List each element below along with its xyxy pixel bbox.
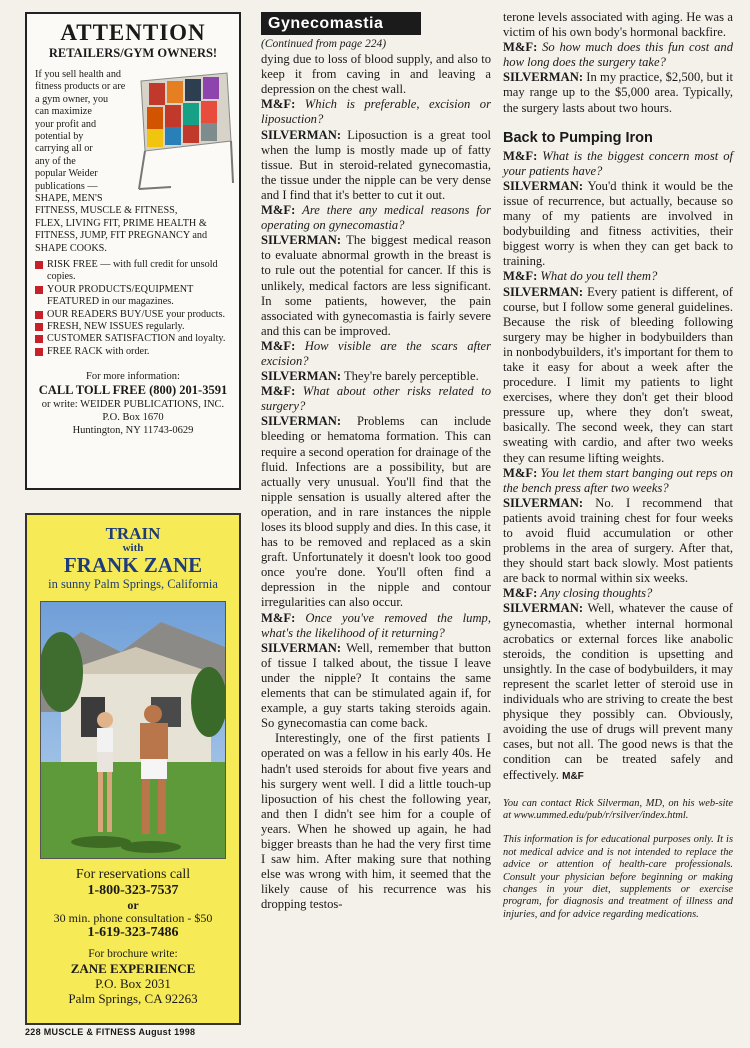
zane-consult: 30 min. phone consultation - $50 xyxy=(53,911,213,925)
bullet-square-icon xyxy=(35,348,43,356)
ad-intro-line: a gym owner, you xyxy=(35,93,109,105)
ad-toll-free: CALL TOLL FREE (800) 201-3591 xyxy=(38,383,228,398)
bullet-square-icon xyxy=(35,311,43,319)
ad-city: Huntington, NY 11743-0629 xyxy=(72,425,194,437)
ad-intro-line: popular Weider xyxy=(35,168,98,180)
ad-intro-line: can maximize xyxy=(35,106,92,118)
weider-retailer-ad xyxy=(25,12,241,490)
zane-reservations: For reservations call xyxy=(75,867,191,882)
qa-answer: SILVERMAN: In my practice, $2,500, but it may range up to the $5,000 area. Typically, the surgery lasts about two hours. xyxy=(503,70,733,115)
zane-place: in sunny Palm Springs, California xyxy=(48,577,218,591)
qa-answer: SILVERMAN: They're barely perceptible. xyxy=(261,369,479,384)
ad-write-address: or write: WEIDER PUBLICATIONS, INC. xyxy=(41,399,225,411)
zane-city: Palm Springs, CA 92263 xyxy=(68,991,198,1006)
ad-intro-line: SHAPE, MEN'S xyxy=(35,193,103,205)
continued-note: (Continued from page 224) xyxy=(261,38,387,50)
qa-question: M&F: What about other risks related to surgery? xyxy=(261,384,491,414)
ad-contact-block xyxy=(35,370,231,437)
qa-answer: SILVERMAN: Liposuction is a great tool when the lump is mostly made up of fatty tissue. But in steroid-related gynecomastia, the tissue under the nipple can be very dense and I find that it's better to cut it out. xyxy=(261,127,491,202)
frank-zane-ad xyxy=(25,513,241,1025)
disclaimer-note: This information is for educational purposes only. It is not medical advice and is not intended to replace the advice or attention of health-care professionals. Consult your physician before beginning or making changes in your diet, supplements or exercise program, for diagnosis and treatment of illness and injuries, and for advice regarding medications. xyxy=(503,834,733,920)
zane-train: TRAIN xyxy=(105,524,161,543)
article-paragraph: terone levels associated with aging. He was a victim of his own body's hormonal backfire. xyxy=(503,10,733,40)
qa-answer: SILVERMAN: Well, remember that button of tissue I talked about, the tissue I leave under the nipple? It contains the same elements that can be stimulated again if, for example, a guy starts taking steroids again. So gynecomastia can come back. xyxy=(261,640,491,731)
qa-question: M&F: What is the biggest concern most of your patients have? xyxy=(503,148,733,178)
article-paragraph: Interestingly, one of the first patients I operated on was a fellow in his early 40s. He hadn't used steroids for about five years and his surgery went well. I did a little touch-up liposuction of his chest the following year, and then I didn't see him for a couple of years. When he showed up again, he had bigger breasts than he had the very first time I saw him. After making sure that nothing else was wrong with him, it seemed that the likely cause of his recurrence was his dropping testos- xyxy=(261,731,491,912)
ad-benefit-item: CUSTOMER SATISFACTION and loyalty. xyxy=(35,333,231,345)
ad-pobox: P.O. Box 1670 xyxy=(102,412,164,424)
ad-intro-line: carrying all or xyxy=(35,143,93,155)
ad-intro xyxy=(35,69,231,254)
ad-intro-line: SHAPE COOKS. xyxy=(35,242,107,254)
zane-brochure: For brochure write: xyxy=(88,948,178,960)
qa-question: M&F: So how much does this fun cost and how long does the surgery take? xyxy=(503,40,733,70)
qa-answer: SILVERMAN: Well, whatever the cause of gynecomastia, whether internal hormonal acrobatics or external forces like anabolic steroids, the condition is upsetting and unsightly. In the case of bodybuilders, it may represent the scarlet letter of steroid use in individuals who are striving to create the best physique they possibly can. Obviously, avoiding the use of drugs will prevent many cases, but not all. The good news is that the condition can be treated safely and effectively. M&F xyxy=(503,601,734,782)
ad-benefit-item: FRESH, NEW ISSUES regularly. xyxy=(35,321,231,333)
bullet-square-icon xyxy=(35,335,43,343)
bullet-square-icon xyxy=(35,286,43,294)
article-column-1 xyxy=(261,12,491,912)
qa-question: M&F: Which is preferable, excision or liposuction? xyxy=(261,97,491,127)
zane-pobox: P.O. Box 2031 xyxy=(95,976,171,991)
ad-benefit-item: YOUR PRODUCTS/EQUIPMENT FEATURED in our magazines. xyxy=(35,284,231,309)
ad-intro-line: your profit and xyxy=(35,118,97,130)
ad-intro-line: FLEX, LIVING FIT, PRIME HEALTH & xyxy=(35,217,207,229)
ad-intro-line: If you sell health and xyxy=(35,69,122,80)
qa-answer: SILVERMAN: No. I recommend that patients avoid training chest for four weeks to avoid fluid accumulation or other problems in the area of surgery. After that, they should start back slowly. Most patients are back to normal within six weeks. xyxy=(503,495,733,586)
ad-intro-line: FITNESS, MUSCLE & FITNESS, xyxy=(35,205,178,217)
end-signoff: M&F xyxy=(562,770,584,782)
article-column-2 xyxy=(503,10,733,921)
zane-or: or xyxy=(127,898,139,912)
qa-question: M&F: Once you've removed the lump, what's the likelihood of it returning? xyxy=(261,610,491,640)
ad-benefit-list xyxy=(35,259,231,358)
qa-question: M&F: You let them start banging out reps on the bench press after two weeks? xyxy=(503,465,733,495)
page-folio: 228 MUSCLE & FITNESS August 1998 xyxy=(25,1027,196,1037)
section-subhead: Back to Pumping Iron xyxy=(503,129,653,146)
zane-company: ZANE EXPERIENCE xyxy=(70,961,196,976)
ad-benefit-item: RISK FREE — with full credit for unsold copies. xyxy=(35,259,231,284)
qa-question: M&F: Any closing thoughts? xyxy=(503,586,653,601)
zane-name: FRANK ZANE xyxy=(63,553,203,577)
magazine-rack-image xyxy=(131,71,235,193)
zane-phone2: 1-619-323-7486 xyxy=(87,925,179,940)
qa-question: M&F: Are there any medical reasons for operating on gynecomastia? xyxy=(261,203,491,233)
qa-answer: SILVERMAN: You'd think it would be the issue of recurrence, but actually, because so many of my patients are involved in bodybuilding and fitness activities, their biggest worry is when they can get back to training. xyxy=(503,178,733,269)
contact-note: You can contact Rick Silverman, MD, on his web-site at www.ummed.edu/pub/r/rsilver/index.html. xyxy=(503,797,733,821)
ad-intro-line: FITNESS, JUMP, FIT PREGNANCY and xyxy=(35,230,208,242)
zane-phone1: 1-800-323-7537 xyxy=(87,883,179,898)
zane-with: with xyxy=(122,542,144,554)
ad-subheading: RETAILERS/GYM OWNERS! xyxy=(48,46,218,60)
ad-benefit-item: OUR READERS BUY/USE your products. xyxy=(35,309,231,321)
ad-benefit-item: FREE RACK with order. xyxy=(35,346,231,358)
qa-answer: SILVERMAN: The biggest medical reason to evaluate abnormal growth in the breast is to rule out the potential for cancer. If this is unlikely, medical factors are less significant. In some patients, however, the pain associated with gynecomastia is fairly severe and this can be improved. xyxy=(261,233,491,338)
qa-answer: SILVERMAN: Problems can include bleeding or hematoma formation. This can require a second operation for drainage of the fluid. Infections are a possibility, but are actually very unusual. You'll find that the nipple sensation is usually altered after the operation, and in rare instances the nipple loses its blood supply and dies. In this case, it has to be removed and replaced as a skin graft. Unfortunately it doesn't look too good once you're done. You'll often find a depression in the nipple and contour irregularities can also occur. xyxy=(261,414,491,610)
ad-intro-line: any of the xyxy=(35,155,76,167)
ad-more-info: For more information: xyxy=(86,371,180,383)
ad-intro-line: publications — xyxy=(35,180,98,192)
bullet-square-icon xyxy=(35,261,43,269)
article-title: Gynecomastia xyxy=(261,12,421,35)
bullet-square-icon xyxy=(35,323,43,331)
ad-intro-line: fitness products or are xyxy=(35,81,126,93)
qa-question: M&F: What do you tell them? xyxy=(503,269,658,284)
ad-intro-line: potential by xyxy=(35,131,84,143)
qa-question: M&F: How visible are the scars after excision? xyxy=(261,338,491,368)
ad-heading: ATTENTION xyxy=(60,20,206,45)
article-paragraph: dying due to loss of blood supply, and also to keep it from caving in and leaving a depression on the chest wall. xyxy=(261,52,491,97)
qa-answer: SILVERMAN: Every patient is different, of course, but I follow some general guidelines. Because the risk of bleeding following surgery may be higher in bodybuilders than in nonbodybuilders, it's important for them to take it easy for about a week after the procedure. I limit my patients to light exercises, where they don't get their blood pressure up, where they don't sweat, basically. The second week, they can start sweating with cardio, and after two weeks they can resume lifting weights. xyxy=(503,284,733,465)
zane-couple-photo xyxy=(40,601,226,859)
